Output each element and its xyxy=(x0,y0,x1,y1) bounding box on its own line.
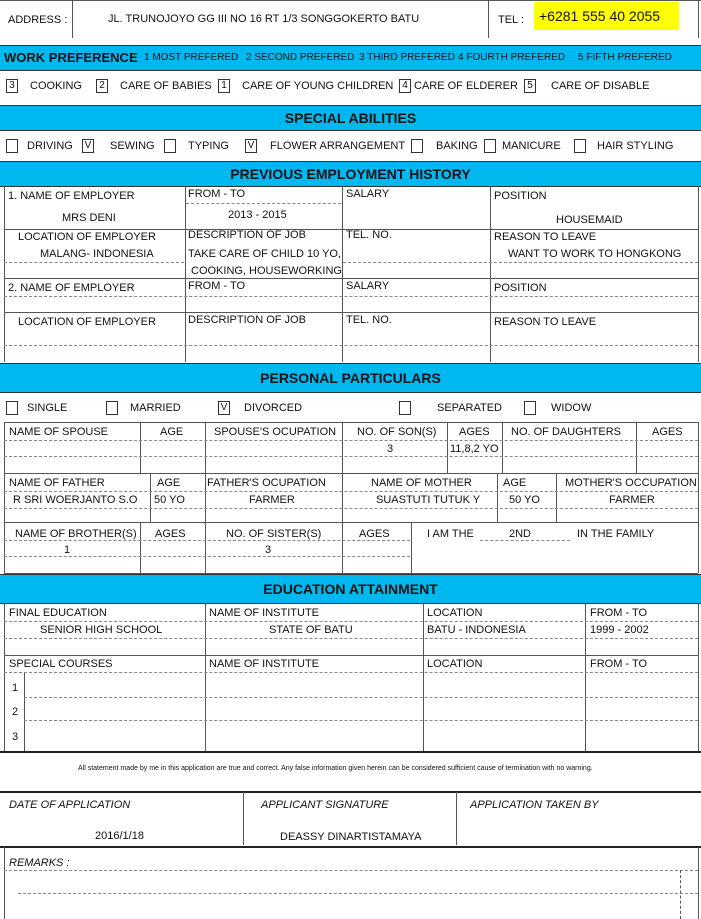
daughters-ages-label: AGES xyxy=(652,426,683,438)
course-row-3: 3 xyxy=(12,731,19,743)
reason1-label: REASON TO LEAVE xyxy=(494,231,597,243)
remarks-label: REMARKS : xyxy=(9,857,70,869)
course-institute-label: NAME OF INSTITUTE xyxy=(209,658,319,670)
course-row-2: 2 xyxy=(12,706,19,718)
brothers-ages-label: AGES xyxy=(155,528,186,540)
birth-order-value: 2ND xyxy=(509,528,532,540)
location1-label: LOCATION OF EMPLOYER xyxy=(18,231,156,243)
tel2-label: TEL. NO. xyxy=(346,314,392,326)
salary2-label: SALARY xyxy=(346,280,390,292)
ability-typing-checkbox[interactable] xyxy=(164,139,176,153)
pref-scale-2: 2 SECOND PREFERED xyxy=(246,52,355,63)
employer1-value: MRS DENI xyxy=(62,212,116,224)
mother-occupation-label: MOTHER'S OCCUPATION xyxy=(565,477,697,489)
ability-manicure-label: MANICURE xyxy=(502,140,561,152)
pref-rank-babies[interactable]: 2 xyxy=(96,79,108,93)
salary1-label: SALARY xyxy=(346,188,390,200)
position2-label: POSITION xyxy=(494,282,547,294)
spouse-occupation-label: SPOUSE'S OCUPATION xyxy=(214,426,337,438)
status-single-label: SINGLE xyxy=(27,402,68,414)
date-label: DATE OF APPLICATION xyxy=(9,799,131,811)
location1-value: MALANG- INDONESIA xyxy=(40,248,154,260)
status-separated-label: SEPARATED xyxy=(437,402,502,414)
desc1-line2: COOKING, HOUSEWORKING xyxy=(191,265,342,277)
desc2-label: DESCRIPTION OF JOB xyxy=(188,314,306,326)
location-value: BATU - INDONESIA xyxy=(427,624,526,636)
ability-baking-label: BAKING xyxy=(436,140,478,152)
sisters-ages-label: AGES xyxy=(359,528,390,540)
pref-label-disable: CARE OF DISABLE xyxy=(551,80,650,92)
spouse-label: NAME OF SPOUSE xyxy=(9,426,109,438)
father-label: NAME OF FATHER xyxy=(9,477,105,489)
address-value: JL. TRUNOJOYO GG III NO 16 RT 1/3 SONGGOKERTO BATU xyxy=(108,13,420,25)
status-widow-checkbox[interactable] xyxy=(524,401,536,415)
fromto2-label: FROM - TO xyxy=(188,280,246,292)
ability-driving-label: DRIVING xyxy=(27,140,73,152)
taken-by-label: APPLICATION TAKEN BY xyxy=(470,799,599,811)
sisters-value: 3 xyxy=(265,544,272,556)
pref-rank-elderer[interactable]: 4 xyxy=(399,79,411,93)
brothers-value: 1 xyxy=(64,544,71,556)
sons-value: 3 xyxy=(387,443,394,455)
sons-label: NO. OF SON(S) xyxy=(357,426,437,438)
father-age-label: AGE xyxy=(157,477,181,489)
course-fromto-label: FROM - TO xyxy=(590,658,648,670)
status-married-checkbox[interactable] xyxy=(106,401,118,415)
tel-value: +6281 555 40 2055 xyxy=(539,8,661,24)
ability-flower-checkbox[interactable]: V xyxy=(245,139,257,153)
ability-manicure-checkbox[interactable] xyxy=(484,139,496,153)
fromto1-value: 2013 - 2015 xyxy=(228,209,287,221)
employer2-label: 2. NAME OF EMPLOYER xyxy=(8,282,135,294)
pref-scale-1: 1 MOST PREFERED xyxy=(144,52,239,63)
personal-title: PERSONAL PARTICULARS xyxy=(0,363,701,393)
final-education-label: FINAL EDUCATION xyxy=(9,607,107,619)
signature-label: APPLICANT SIGNATURE xyxy=(261,799,389,811)
pref-label-elderer: CARE OF ELDERER xyxy=(414,80,518,92)
ability-sewing-label: SEWING xyxy=(110,140,155,152)
date-value: 2016/1/18 xyxy=(95,830,144,842)
pref-rank-children[interactable]: 1 xyxy=(218,79,230,93)
ability-typing-label: TYPING xyxy=(188,140,229,152)
ability-hair-label: HAIR STYLING xyxy=(597,140,674,152)
sons-ages-value: 11,8,2 YO xyxy=(450,443,499,455)
course-location-label: LOCATION xyxy=(427,658,483,670)
pref-scale-4: 4 FOURTH PREFERED xyxy=(458,52,566,63)
tel1-label: TEL. NO. xyxy=(346,229,392,241)
status-married-label: MARRIED xyxy=(130,402,181,414)
position1-label: POSITION xyxy=(494,190,547,202)
father-age-value: 50 YO xyxy=(154,494,185,506)
ability-hair-checkbox[interactable] xyxy=(574,139,586,153)
statement-text: All statement made by me in this application are true and correct. Any false information given herein can be considered sufficient cause of termination with no warning. xyxy=(78,765,593,772)
i-am-the-label: I AM THE xyxy=(427,528,474,540)
desc1-line1: TAKE CARE OF CHILD 10 YO, xyxy=(188,248,342,260)
fromto-value: 1999 - 2002 xyxy=(590,624,649,636)
status-separated-checkbox[interactable] xyxy=(399,401,411,415)
father-occupation-label: FATHER'S OCUPATION xyxy=(207,477,326,489)
father-occupation-value: FARMER xyxy=(249,494,295,506)
reason1-value: WANT TO WORK TO HONGKONG xyxy=(508,248,682,260)
signature-value: DEASSY DINARTISTAMAYA xyxy=(280,831,422,843)
pref-scale-5: 5 FIFTH PREFERED xyxy=(578,52,672,63)
mother-occupation-value: FARMER xyxy=(609,494,655,506)
institute-value: STATE OF BATU xyxy=(269,624,353,636)
position1-value: HOUSEMAID xyxy=(556,214,623,226)
status-divorced-label: DIVORCED xyxy=(244,402,303,414)
status-single-checkbox[interactable] xyxy=(6,401,18,415)
location-label: LOCATION xyxy=(427,607,483,619)
work-preference-title: WORK PREFERENCE xyxy=(4,50,138,65)
father-value: R SRI WOERJANTO S.O xyxy=(13,494,138,506)
status-widow-label: WIDOW xyxy=(551,402,592,414)
daughters-label: NO. OF DAUGHTERS xyxy=(511,426,622,438)
in-the-family-label: IN THE FAMILY xyxy=(577,528,655,540)
course-row-1: 1 xyxy=(12,682,19,694)
fromto1-label: FROM - TO xyxy=(188,188,246,200)
institute-label: NAME OF INSTITUTE xyxy=(209,607,319,619)
mother-value: SUASTUTI TUTUK Y xyxy=(376,494,481,506)
ability-baking-checkbox[interactable] xyxy=(411,139,423,153)
pref-label-cooking: COOKING xyxy=(30,80,82,92)
employer1-label: 1. NAME OF EMPLOYER xyxy=(8,190,135,202)
courses-label: SPECIAL COURSES xyxy=(9,658,113,670)
status-divorced-checkbox[interactable]: V xyxy=(218,401,230,415)
address-label: ADDRESS : xyxy=(8,14,68,26)
location2-label: LOCATION OF EMPLOYER xyxy=(18,316,156,328)
pref-rank-disable[interactable]: 5 xyxy=(524,79,536,93)
pref-rank-cooking[interactable]: 3 xyxy=(6,79,18,93)
spouse-age-label: AGE xyxy=(160,426,184,438)
special-abilities-title: SPECIAL ABILITIES xyxy=(0,105,701,131)
final-education-value: SENIOR HIGH SCHOOL xyxy=(40,624,163,636)
pref-label-babies: CARE OF BABIES xyxy=(120,80,212,92)
education-title: EDUCATION ATTAINMENT xyxy=(0,574,701,604)
ability-sewing-checkbox[interactable]: V xyxy=(82,139,94,153)
ability-driving-checkbox[interactable] xyxy=(6,139,18,153)
mother-label: NAME OF MOTHER xyxy=(371,477,472,489)
desc1-label: DESCRIPTION OF JOB xyxy=(188,229,306,241)
mother-age-label: AGE xyxy=(503,477,527,489)
tel-label: TEL : xyxy=(498,14,524,26)
fromto-label: FROM - TO xyxy=(590,607,648,619)
pref-label-children: CARE OF YOUNG CHILDREN xyxy=(242,80,394,92)
pref-scale-3: 3 THIRD PREFERED xyxy=(359,52,455,63)
reason2-label: REASON TO LEAVE xyxy=(494,316,597,328)
ability-flower-label: FLOWER ARRANGEMENT xyxy=(270,140,406,152)
employment-title: PREVIOUS EMPLOYMENT HISTORY xyxy=(0,161,701,187)
brothers-label: NAME OF BROTHER(S) xyxy=(15,528,137,540)
sisters-label: NO. OF SISTER(S) xyxy=(226,528,322,540)
mother-age-value: 50 YO xyxy=(509,494,540,506)
sons-ages-label: AGES xyxy=(459,426,490,438)
